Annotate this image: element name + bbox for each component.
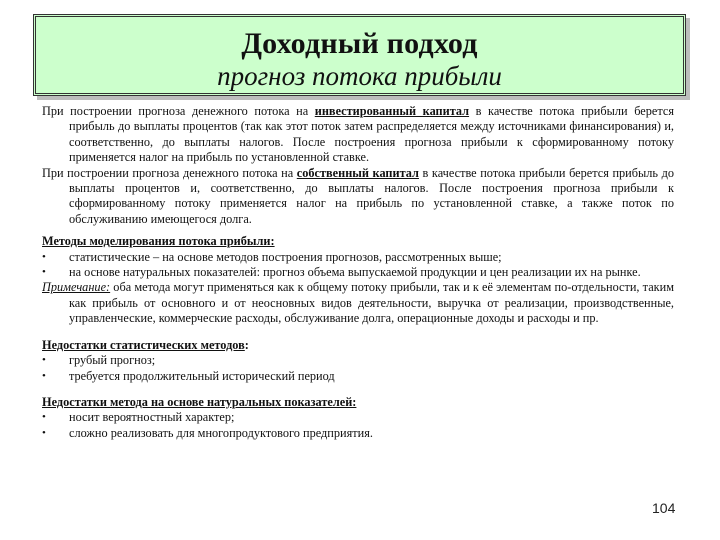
heading-colon: : [244,337,249,352]
list-item-text: статистические – на основе методов построения прогнозов, рассмотренных выше; [69,249,502,264]
list-item-text: грубый прогноз; [69,353,156,368]
paragraph-invested-capital [42,104,674,166]
list-item [42,353,674,368]
slide-title: Доходный подход [241,27,478,60]
bullet-icon: • [42,369,46,382]
list-item [42,410,674,425]
bullet-icon: • [42,250,46,263]
bullet-icon: • [42,266,46,279]
list-item [42,426,674,441]
note-text: оба метода могут применяться как к общему потоку прибыли, так и к её элементам по-отдельности, таким как прибыль от основного и от неосновных видов деятельности, выручка от реализации, производственные, управленческие, коммерческие расходы, обслуживание долга, операционные доходы и расходы и пр. [69,280,674,326]
note-paragraph [42,280,674,326]
stat-drawbacks-heading [42,338,674,353]
slide-content [42,104,674,441]
list-item-text: носит вероятностный характер; [69,410,235,425]
title-box [33,14,686,96]
emphasis-own-capital: собственный капитал [296,165,419,180]
paragraph-own-capital [42,166,674,228]
bullet-icon: • [42,426,46,439]
list-item-text: требуется продолжительный исторический период [69,368,335,383]
natural-drawbacks-heading: Недостатки метода на основе натуральных показателей: [42,394,357,409]
heading-text: Недостатки статистических методов [42,337,245,352]
paragraph-text: в качестве потока прибыли берется прибыль до выплаты процентов (так как этот поток затем распределяется между источниками финансирования) и, соответственно, до выплаты налогов. После построения прогноза прибыли к сформированному потоку применяется налог на прибыль по установленной ставке. [69,104,674,165]
note-label: Примечание: [42,280,111,295]
page-number: 104 [652,500,676,516]
list-item-text: сложно реализовать для многопродуктового предприятия. [69,425,373,440]
methods-heading: Методы моделирования потока прибыли: [42,234,275,249]
list-item [42,265,674,280]
paragraph-text: в качестве потока прибыли берется прибыль до выплаты процентов и, соответственно, до выплаты налогов. После построения прогноза прибыли к сформированному потоку применяется налог на прибыль по установленной ставке, а также поток по обслуживанию имеющегося долга. [69,165,674,226]
emphasis-invested-capital: инвестированный капитал [314,104,470,118]
list-item [42,369,674,384]
paragraph-text: При построении прогноза денежного потока на [42,104,315,118]
list-item-text: на основе натуральных показателей: прогноз объема выпускаемой продукции и цен реализации их на рынке. [69,265,641,280]
bullet-icon: • [42,354,46,367]
slide-subtitle: прогноз потока прибыли [217,61,502,91]
bullet-icon: • [42,411,46,424]
list-item [42,250,674,265]
paragraph-text: При построении прогноза денежного потока на [42,165,297,180]
